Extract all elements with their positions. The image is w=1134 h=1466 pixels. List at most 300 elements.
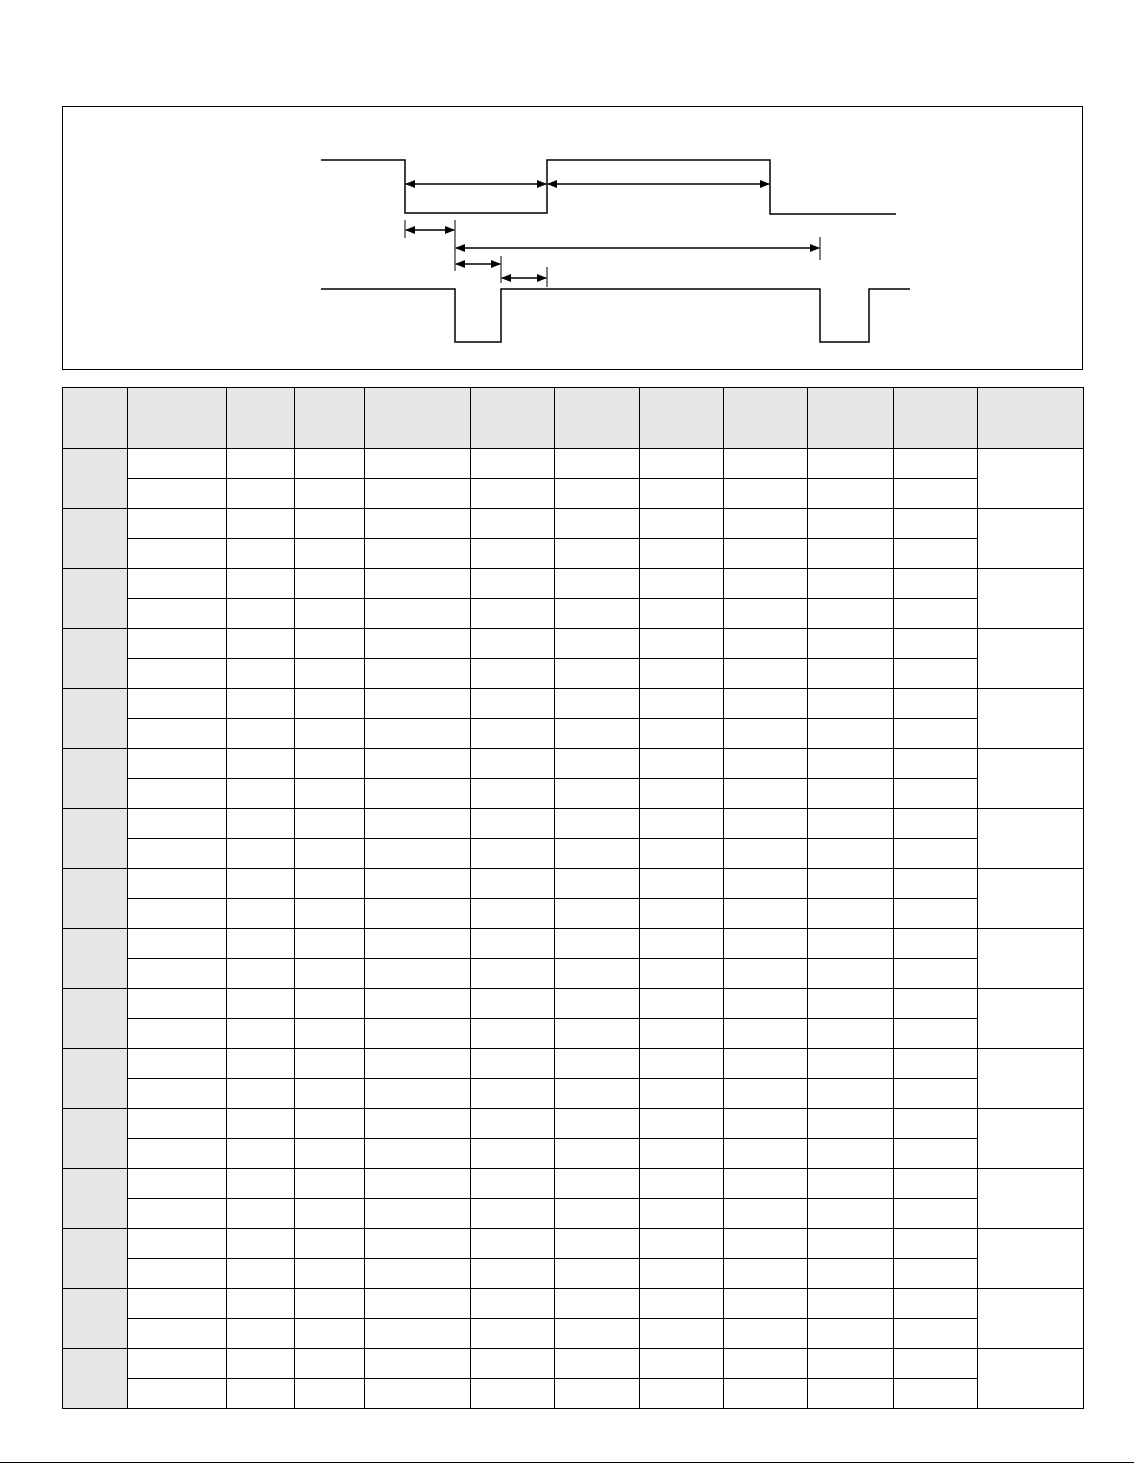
table-cell <box>295 569 365 599</box>
group-label-cell <box>63 569 128 629</box>
group-note-cell <box>978 1169 1084 1229</box>
table-cell <box>894 1349 978 1379</box>
table-cell <box>365 1319 471 1349</box>
table-cell <box>365 1109 471 1139</box>
group-note-cell <box>978 569 1084 629</box>
table-cell <box>724 449 808 479</box>
table-cell <box>128 569 227 599</box>
table-cell <box>894 1379 978 1409</box>
table-cell <box>640 629 724 659</box>
timing-diagram <box>62 106 1083 370</box>
table-cell <box>128 1049 227 1079</box>
table-cell <box>808 809 894 839</box>
table-cell <box>471 569 555 599</box>
table-cell <box>555 1049 640 1079</box>
header-cell <box>978 388 1084 449</box>
header-cell <box>808 388 894 449</box>
table-cell <box>295 539 365 569</box>
table-cell <box>227 599 295 629</box>
table-row <box>63 1259 1084 1289</box>
table-cell <box>227 1109 295 1139</box>
header-cell <box>227 388 295 449</box>
table-row <box>63 1169 1084 1199</box>
group-label-cell <box>63 1289 128 1349</box>
group-label-cell <box>63 929 128 989</box>
group-label-cell <box>63 869 128 929</box>
table-cell <box>808 1259 894 1289</box>
table-cell <box>295 1109 365 1139</box>
table-cell <box>894 1169 978 1199</box>
table-cell <box>295 689 365 719</box>
table-cell <box>365 509 471 539</box>
table-cell <box>128 509 227 539</box>
table-cell <box>471 899 555 929</box>
group-note-cell <box>978 1049 1084 1109</box>
table-cell <box>471 539 555 569</box>
table-cell <box>471 689 555 719</box>
table-header-row <box>63 388 1084 449</box>
table-cell <box>555 539 640 569</box>
table-cell <box>365 719 471 749</box>
table-cell <box>295 449 365 479</box>
table-cell <box>555 1139 640 1169</box>
table-cell <box>640 1109 724 1139</box>
table-cell <box>295 779 365 809</box>
group-label-cell <box>63 689 128 749</box>
table-row <box>63 869 1084 899</box>
spec-table <box>62 387 1084 1409</box>
table-cell <box>555 689 640 719</box>
table-cell <box>808 1289 894 1319</box>
table-row <box>63 809 1084 839</box>
header-cell <box>640 388 724 449</box>
table-cell <box>227 1319 295 1349</box>
table-row <box>63 779 1084 809</box>
table-cell <box>894 899 978 929</box>
table-cell <box>555 839 640 869</box>
table-cell <box>555 929 640 959</box>
table-cell <box>640 1079 724 1109</box>
table-cell <box>555 1379 640 1409</box>
table-cell <box>471 599 555 629</box>
table-cell <box>724 1319 808 1349</box>
table-cell <box>471 1079 555 1109</box>
table-cell <box>227 1199 295 1229</box>
table-cell <box>894 719 978 749</box>
table-cell <box>555 1289 640 1319</box>
table-cell <box>808 449 894 479</box>
table-cell <box>295 839 365 869</box>
table-cell <box>295 1349 365 1379</box>
table-cell <box>365 1169 471 1199</box>
table-cell <box>555 509 640 539</box>
table-row <box>63 1139 1084 1169</box>
table-cell <box>894 1139 978 1169</box>
table-cell <box>640 1169 724 1199</box>
table-cell <box>365 779 471 809</box>
table-cell <box>471 1229 555 1259</box>
table-cell <box>128 1079 227 1109</box>
table-cell <box>808 659 894 689</box>
table-cell <box>808 869 894 899</box>
table-cell <box>640 1229 724 1259</box>
table-cell <box>555 1169 640 1199</box>
table-cell <box>724 1229 808 1259</box>
table-cell <box>894 1049 978 1079</box>
table-cell <box>555 479 640 509</box>
table-cell <box>808 689 894 719</box>
table-row <box>63 629 1084 659</box>
table-cell <box>894 959 978 989</box>
table-cell <box>555 659 640 689</box>
table-cell <box>128 1229 227 1259</box>
table-cell <box>227 989 295 1019</box>
table-cell <box>471 779 555 809</box>
table-cell <box>894 539 978 569</box>
table-cell <box>128 689 227 719</box>
table-cell <box>128 1379 227 1409</box>
table-cell <box>808 569 894 599</box>
table-cell <box>471 1019 555 1049</box>
table-cell <box>365 809 471 839</box>
table-cell <box>724 1259 808 1289</box>
table-row <box>63 1349 1084 1379</box>
table-cell <box>365 569 471 599</box>
table-cell <box>365 629 471 659</box>
table-row <box>63 749 1084 779</box>
table-cell <box>640 1349 724 1379</box>
table-cell <box>128 809 227 839</box>
table-cell <box>128 1289 227 1319</box>
table-cell <box>894 659 978 689</box>
table-cell <box>227 719 295 749</box>
table-cell <box>365 1079 471 1109</box>
table-cell <box>471 1259 555 1289</box>
table-cell <box>894 1289 978 1319</box>
table-cell <box>808 1199 894 1229</box>
table-cell <box>555 449 640 479</box>
table-cell <box>555 809 640 839</box>
table-cell <box>724 659 808 689</box>
table-cell <box>227 1379 295 1409</box>
table-cell <box>808 479 894 509</box>
table-cell <box>724 509 808 539</box>
table-cell <box>640 809 724 839</box>
table-row <box>63 1289 1084 1319</box>
table-cell <box>365 599 471 629</box>
table-cell <box>808 779 894 809</box>
header-cell <box>555 388 640 449</box>
group-label-cell <box>63 449 128 509</box>
table-body <box>63 449 1084 1409</box>
table-cell <box>640 929 724 959</box>
table-cell <box>227 1169 295 1199</box>
table-cell <box>808 899 894 929</box>
table-cell <box>894 1319 978 1349</box>
table-cell <box>724 899 808 929</box>
table-cell <box>227 629 295 659</box>
table-cell <box>471 1319 555 1349</box>
table-cell <box>555 569 640 599</box>
table-cell <box>808 749 894 779</box>
table-cell <box>365 1259 471 1289</box>
table-cell <box>640 899 724 929</box>
table-cell <box>128 779 227 809</box>
table-cell <box>640 659 724 689</box>
table-cell <box>365 689 471 719</box>
table-cell <box>808 509 894 539</box>
table-cell <box>894 989 978 1019</box>
page-footer-rule <box>0 1462 1134 1463</box>
table-cell <box>724 569 808 599</box>
group-label-cell <box>63 629 128 689</box>
table-cell <box>808 719 894 749</box>
table-row <box>63 569 1084 599</box>
table-cell <box>295 989 365 1019</box>
table-cell <box>555 719 640 749</box>
table-cell <box>724 839 808 869</box>
table-cell <box>227 1019 295 1049</box>
table-cell <box>724 1049 808 1079</box>
table-cell <box>555 1319 640 1349</box>
table-cell <box>640 1379 724 1409</box>
table-cell <box>295 959 365 989</box>
table-cell <box>640 1199 724 1229</box>
table-cell <box>808 599 894 629</box>
table-cell <box>471 449 555 479</box>
table-cell <box>724 629 808 659</box>
table-cell <box>295 1019 365 1049</box>
group-label-cell <box>63 1049 128 1109</box>
table-cell <box>808 1169 894 1199</box>
table-row <box>63 1229 1084 1259</box>
table-cell <box>471 989 555 1019</box>
table-cell <box>555 959 640 989</box>
table-cell <box>894 599 978 629</box>
table-cell <box>808 959 894 989</box>
table-cell <box>295 1289 365 1319</box>
table-cell <box>724 959 808 989</box>
table-row <box>63 839 1084 869</box>
table-cell <box>295 749 365 779</box>
table-cell <box>724 479 808 509</box>
table-cell <box>724 689 808 719</box>
table-cell <box>471 659 555 689</box>
table-cell <box>894 1079 978 1109</box>
table-row <box>63 689 1084 719</box>
table-row <box>63 1199 1084 1229</box>
table-cell <box>894 1259 978 1289</box>
group-note-cell <box>978 1289 1084 1349</box>
table-cell <box>295 509 365 539</box>
group-note-cell <box>978 689 1084 749</box>
table-cell <box>724 599 808 629</box>
table-cell <box>555 629 640 659</box>
table-cell <box>894 869 978 899</box>
header-cell <box>128 388 227 449</box>
table-cell <box>724 1019 808 1049</box>
table-row <box>63 959 1084 989</box>
table-cell <box>555 1079 640 1109</box>
table-cell <box>128 929 227 959</box>
table-row <box>63 1079 1084 1109</box>
group-label-cell <box>63 509 128 569</box>
table-cell <box>128 1139 227 1169</box>
table-cell <box>894 629 978 659</box>
table-cell <box>640 719 724 749</box>
header-cell <box>894 388 978 449</box>
table-cell <box>894 779 978 809</box>
table-cell <box>227 1289 295 1319</box>
table-cell <box>128 479 227 509</box>
table-cell <box>640 869 724 899</box>
table-cell <box>128 1259 227 1289</box>
table-cell <box>471 1109 555 1139</box>
table-cell <box>365 959 471 989</box>
table-cell <box>471 1169 555 1199</box>
table-cell <box>471 509 555 539</box>
table-cell <box>724 779 808 809</box>
table-cell <box>894 809 978 839</box>
table-cell <box>128 749 227 779</box>
table-cell <box>640 569 724 599</box>
table-cell <box>894 479 978 509</box>
table-cell <box>471 629 555 659</box>
table-row <box>63 1019 1084 1049</box>
table-cell <box>808 1229 894 1259</box>
table-cell <box>295 1169 365 1199</box>
table-cell <box>128 1169 227 1199</box>
table-row <box>63 599 1084 629</box>
table-cell <box>471 1199 555 1229</box>
timing-diagram-svg <box>63 107 1084 371</box>
table-cell <box>295 599 365 629</box>
table-cell <box>894 929 978 959</box>
table-cell <box>808 989 894 1019</box>
table-cell <box>471 1049 555 1079</box>
table-cell <box>227 1229 295 1259</box>
table-cell <box>128 869 227 899</box>
table-row <box>63 899 1084 929</box>
table-cell <box>555 599 640 629</box>
table-cell <box>555 1019 640 1049</box>
table-row <box>63 989 1084 1019</box>
bottom-signal-waveform <box>321 289 910 342</box>
table-cell <box>724 539 808 569</box>
table-cell <box>128 989 227 1019</box>
table-cell <box>894 509 978 539</box>
table-cell <box>365 1199 471 1229</box>
table-cell <box>295 929 365 959</box>
table-cell <box>894 569 978 599</box>
table-cell <box>295 1259 365 1289</box>
table-cell <box>365 1139 471 1169</box>
table-cell <box>128 719 227 749</box>
header-cell <box>365 388 471 449</box>
table-cell <box>227 1259 295 1289</box>
table-cell <box>227 869 295 899</box>
top-signal-waveform <box>321 160 896 214</box>
table-cell <box>640 449 724 479</box>
table-cell <box>295 629 365 659</box>
table-cell <box>640 1259 724 1289</box>
table-cell <box>808 1079 894 1109</box>
table-cell <box>295 479 365 509</box>
table-cell <box>471 749 555 779</box>
header-cell <box>295 388 365 449</box>
table-cell <box>555 1349 640 1379</box>
table-cell <box>227 1139 295 1169</box>
table-cell <box>227 539 295 569</box>
group-label-cell <box>63 1349 128 1409</box>
table-row <box>63 479 1084 509</box>
table-cell <box>227 749 295 779</box>
table-cell <box>128 899 227 929</box>
table-cell <box>295 719 365 749</box>
header-cell <box>63 388 128 449</box>
table-cell <box>724 719 808 749</box>
table-cell <box>365 749 471 779</box>
table-cell <box>471 929 555 959</box>
table-cell <box>295 1199 365 1229</box>
table-cell <box>365 539 471 569</box>
header-cell <box>471 388 555 449</box>
table-cell <box>894 1199 978 1229</box>
table-cell <box>640 1139 724 1169</box>
group-label-cell <box>63 749 128 809</box>
table-cell <box>808 539 894 569</box>
table-cell <box>227 899 295 929</box>
group-note-cell <box>978 809 1084 869</box>
table-row <box>63 539 1084 569</box>
table-cell <box>640 479 724 509</box>
table-row <box>63 659 1084 689</box>
table-cell <box>227 1049 295 1079</box>
table-row <box>63 1049 1084 1079</box>
table-cell <box>555 1199 640 1229</box>
group-note-cell <box>978 629 1084 689</box>
table-cell <box>365 899 471 929</box>
group-label-cell <box>63 1169 128 1229</box>
table-cell <box>365 1049 471 1079</box>
table-cell <box>128 1319 227 1349</box>
table-cell <box>227 1349 295 1379</box>
table-cell <box>894 1019 978 1049</box>
table-cell <box>555 989 640 1019</box>
table-cell <box>555 749 640 779</box>
table-cell <box>724 1349 808 1379</box>
table-cell <box>808 1349 894 1379</box>
table-row <box>63 1379 1084 1409</box>
table-cell <box>471 479 555 509</box>
group-label-cell <box>63 989 128 1049</box>
table-cell <box>894 839 978 869</box>
table-cell <box>724 929 808 959</box>
table-cell <box>295 659 365 689</box>
table-cell <box>295 899 365 929</box>
table-cell <box>471 1139 555 1169</box>
group-note-cell <box>978 869 1084 929</box>
table-cell <box>640 1289 724 1319</box>
table-cell <box>640 989 724 1019</box>
table-cell <box>128 1019 227 1049</box>
table-cell <box>227 689 295 719</box>
table-cell <box>128 1109 227 1139</box>
group-note-cell <box>978 1349 1084 1409</box>
table-cell <box>365 659 471 689</box>
table-cell <box>227 509 295 539</box>
table-cell <box>894 749 978 779</box>
